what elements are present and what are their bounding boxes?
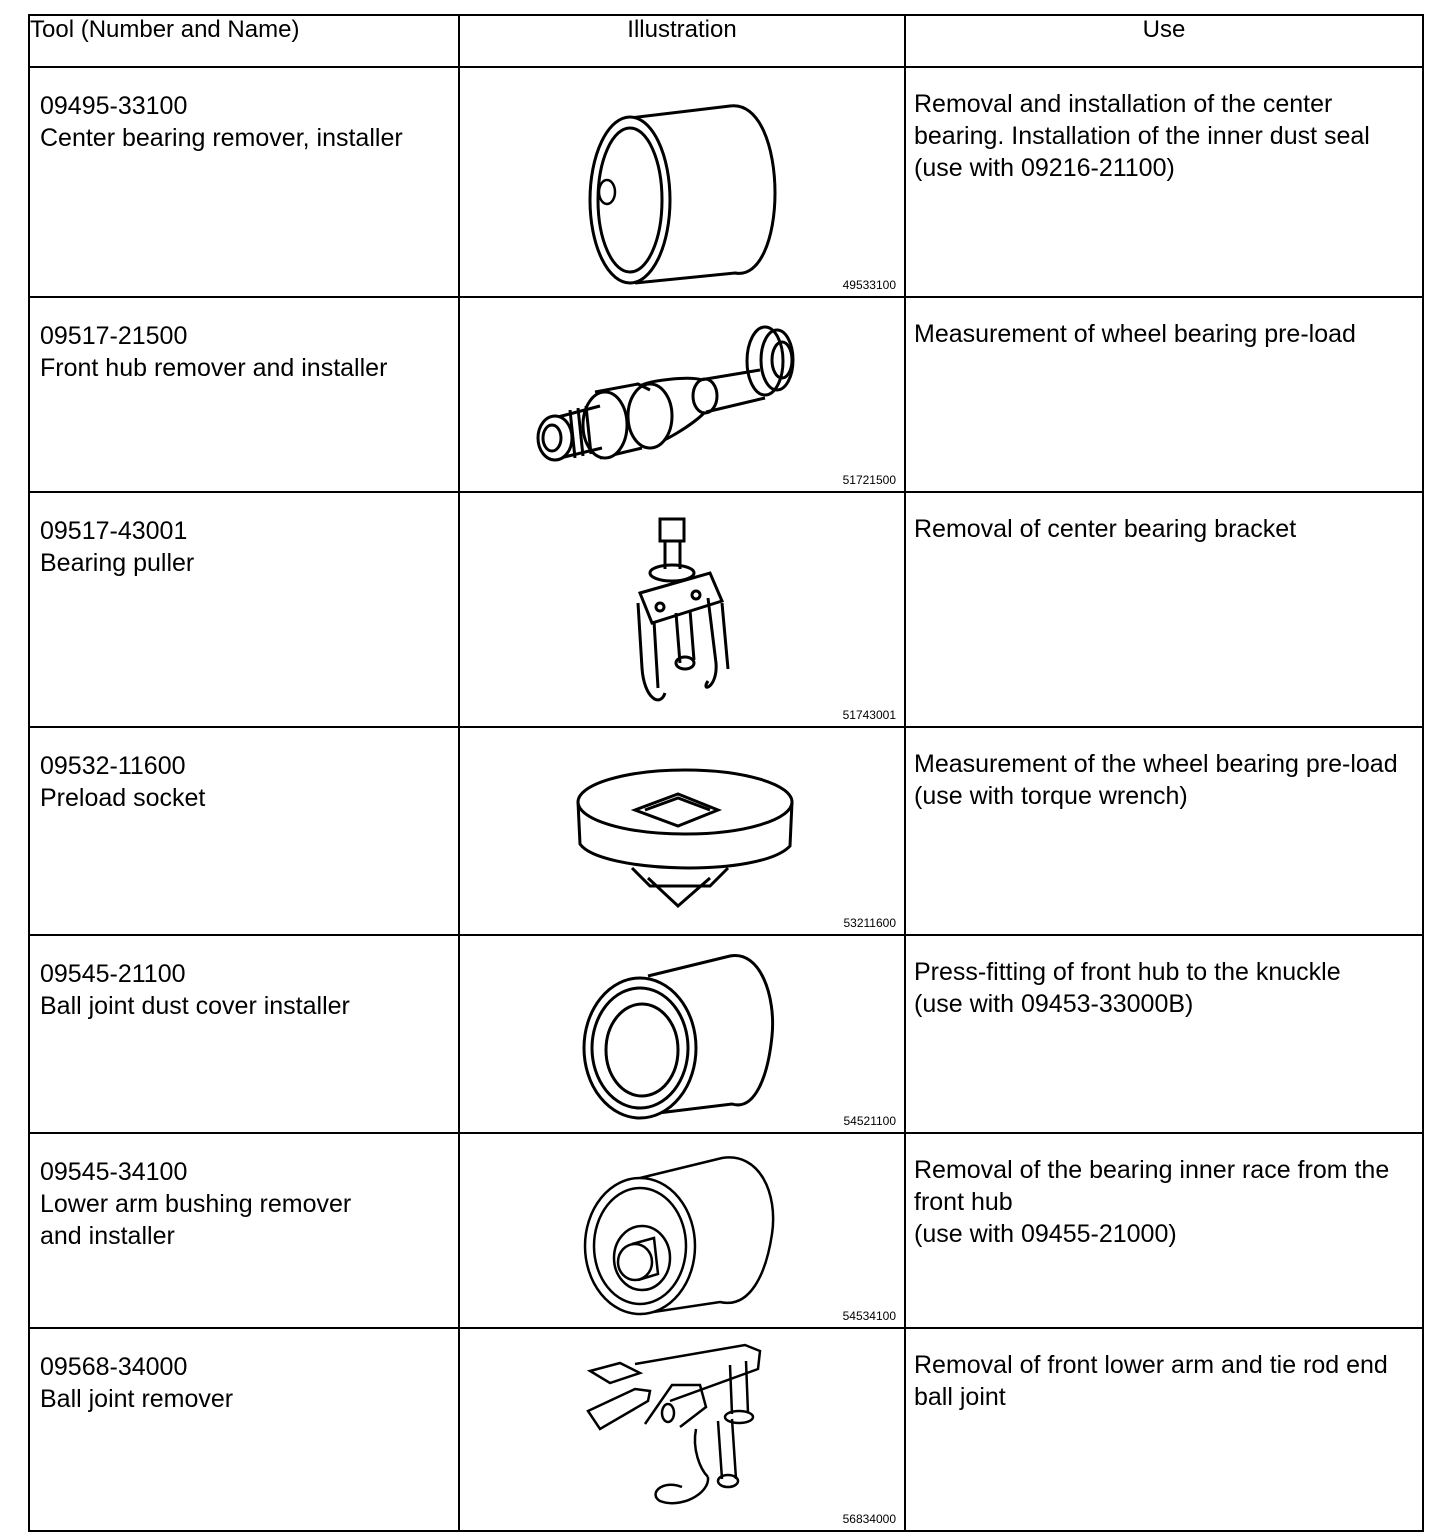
- use-line: Removal of center bearing bracket: [914, 515, 1297, 543]
- table-row: [29, 727, 1423, 935]
- illustration-cell: [459, 727, 905, 935]
- use-cell: [905, 727, 1423, 935]
- tool-number: 09545-21100: [40, 960, 186, 988]
- use-cell: [905, 935, 1423, 1133]
- tool-name: Front hub remover and installer: [40, 354, 388, 382]
- tool-cell: [29, 297, 459, 492]
- table-header-row: [29, 15, 1423, 67]
- use-cell: [905, 1328, 1423, 1531]
- tool-cell: [29, 1133, 459, 1328]
- tool-name: Ball joint remover: [40, 1385, 234, 1413]
- bushing-remover-icon: [460, 1134, 906, 1327]
- use-line: (use with 09216-21100): [914, 154, 1175, 182]
- illustration-code: 49533100: [842, 278, 896, 292]
- illustration-code: 54521100: [843, 1114, 896, 1128]
- ball-joint-remover-icon: [460, 1329, 906, 1530]
- table-row: [29, 67, 1423, 297]
- use-cell: [905, 492, 1423, 727]
- illustration-cell: [459, 67, 905, 297]
- use-line: (use with torque wrench): [914, 782, 1188, 810]
- illustration-cell: [459, 935, 905, 1133]
- tool-cell: [29, 492, 459, 727]
- use-line: bearing. Installation of the inner dust seal: [914, 122, 1370, 150]
- use-line: ball joint: [914, 1383, 1006, 1411]
- illustration-cell: [459, 297, 905, 492]
- preload-socket-icon: [460, 728, 906, 934]
- illustration-code: 54534100: [842, 1309, 896, 1323]
- tool-name: Bearing puller: [40, 549, 195, 577]
- use-cell: [905, 297, 1423, 492]
- tool-cell: [29, 935, 459, 1133]
- tool-number: 09495-33100: [40, 92, 188, 120]
- tool-name: Lower arm bushing remover: [40, 1190, 352, 1218]
- tool-number: 09568-34000: [40, 1353, 188, 1381]
- table-row: [29, 1133, 1423, 1328]
- header-illustration: Illustration: [459, 15, 905, 67]
- illustration-code: 56834000: [842, 1512, 896, 1526]
- use-line: Measurement of wheel bearing pre-load: [914, 320, 1356, 348]
- illustration-cell: [459, 1328, 905, 1531]
- use-line: Press-fitting of front hub to the knuckle: [914, 958, 1341, 986]
- table-row: [29, 935, 1423, 1133]
- special-tools-table: [28, 14, 1424, 1532]
- bolt-nut-assembly-icon: [460, 298, 906, 491]
- header-use: Use: [905, 15, 1423, 67]
- bearing-puller-icon: [460, 493, 906, 726]
- header-tool: Tool (Number and Name): [29, 15, 459, 67]
- use-line: Removal of front lower arm and tie rod end: [914, 1351, 1388, 1379]
- illustration-cell: [459, 1133, 905, 1328]
- table-row: [29, 492, 1423, 727]
- use-cell: [905, 67, 1423, 297]
- tool-name: Ball joint dust cover installer: [40, 992, 350, 1020]
- illustration-code: 51721500: [842, 473, 896, 487]
- use-line: (use with 09455-21000): [914, 1220, 1177, 1248]
- tool-number: 09532-11600: [40, 752, 186, 780]
- illustration-code: 51743001: [842, 708, 896, 722]
- use-line: (use with 09453-33000B): [914, 990, 1194, 1018]
- tool-cell: [29, 67, 459, 297]
- table-row: [29, 297, 1423, 492]
- tool-number: 09517-43001: [40, 517, 188, 545]
- tool-name: Preload socket: [40, 784, 206, 812]
- use-cell: [905, 1133, 1423, 1328]
- use-line: Measurement of the wheel bearing pre-load: [914, 750, 1398, 778]
- tool-cell: [29, 727, 459, 935]
- dust-cover-installer-icon: [460, 936, 906, 1132]
- use-line: Removal of the bearing inner race from the: [914, 1156, 1390, 1184]
- illustration-code: 53211600: [843, 916, 896, 930]
- tool-cell: [29, 1328, 459, 1531]
- tool-name: and installer: [40, 1222, 175, 1250]
- cylinder-driver-icon: [460, 68, 906, 296]
- use-line: Removal and installation of the center: [914, 90, 1333, 118]
- use-line: front hub: [914, 1188, 1013, 1216]
- table-row: [29, 1328, 1423, 1531]
- tool-name: Center bearing remover, installer: [40, 124, 403, 152]
- tool-number: 09545-34100: [40, 1158, 188, 1186]
- illustration-cell: [459, 492, 905, 727]
- tool-number: 09517-21500: [40, 322, 188, 350]
